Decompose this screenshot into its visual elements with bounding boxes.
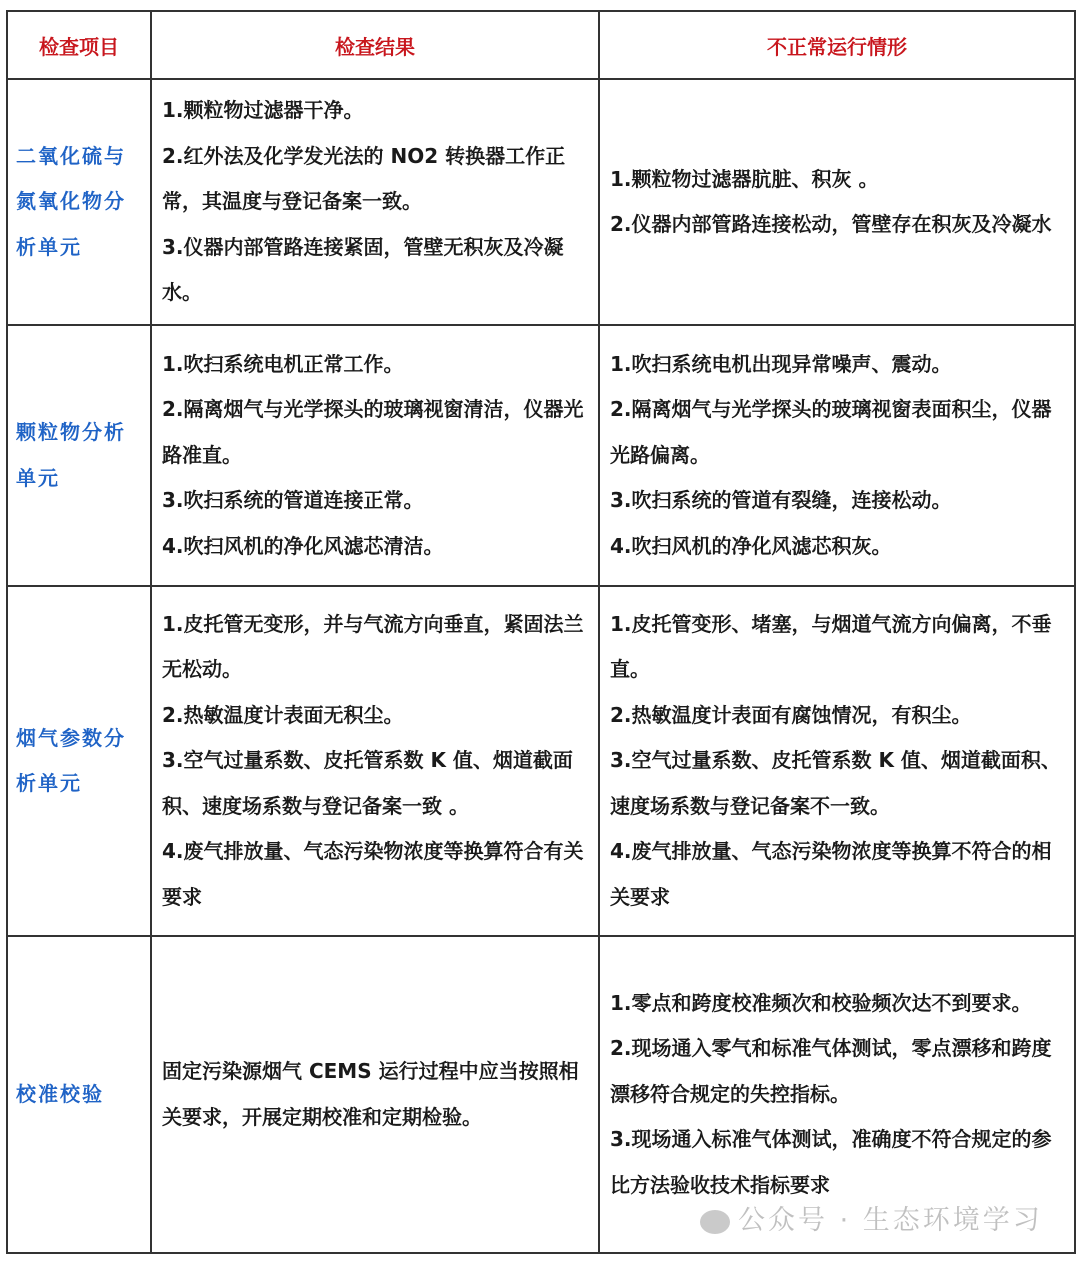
abnormal-line: 1.吹扫系统电机出现异常噪声、震动。 [610, 351, 952, 376]
result-cell [151, 586, 599, 936]
abnormal-line: 4.吹扫风机的净化风滤芯积灰。 [610, 533, 892, 558]
table-row [7, 586, 1075, 936]
result-line: 固定污染源烟气 CEMS 运行过程中应当按照相关要求，开展定期校准和定期检验。 [162, 1059, 579, 1129]
header-result: 检查结果 [151, 11, 599, 79]
result-line: 4.废气排放量、气态污染物浓度等换算符合有关要求 [162, 839, 584, 909]
result-cell [151, 325, 599, 586]
result-line: 3.空气过量系数、皮托管系数 K 值、烟道截面积、速度场系数与登记备案一致 。 [162, 748, 573, 818]
abnormal-line: 2.隔离烟气与光学探头的玻璃视窗表面积尘，仪器光路偏离。 [610, 397, 1052, 467]
header-row [7, 11, 1075, 79]
abnormal-line: 3.现场通入标准气体测试，准确度不符合规定的参比方法验收技术指标要求 [610, 1127, 1052, 1197]
abnormal-line: 1.皮托管变形、堵塞，与烟道气流方向偏离，不垂直。 [610, 611, 1052, 682]
abnormal-line: 4.废气排放量、气态污染物浓度等换算不符合的相关要求 [610, 839, 1052, 909]
result-cell [151, 79, 599, 325]
header-abnormal: 不正常运行情形 [599, 11, 1075, 79]
result-line: 2.隔离烟气与光学探头的玻璃视窗清洁，仪器光路准直。 [162, 397, 584, 467]
result-cell [151, 936, 599, 1253]
watermark-text: 公众号 · 生态环境学习 [738, 1205, 1043, 1236]
inspection-table [6, 10, 1076, 1254]
abnormal-cell [599, 586, 1075, 936]
result-line: 2.红外法及化学发光法的 NO2 转换器工作正常，其温度与登记备案一致。 [162, 143, 566, 214]
result-line: 1.皮托管无变形，并与气流方向垂直，紧固法兰无松动。 [162, 611, 584, 682]
inspection-item: 烟气参数分析单元 [7, 586, 151, 936]
abnormal-line: 2.热敏温度计表面有腐蚀情况，有积尘。 [610, 702, 972, 727]
result-line: 3.吹扫系统的管道连接正常。 [162, 488, 424, 513]
result-line: 2.热敏温度计表面无积尘。 [162, 702, 404, 727]
result-line: 1.颗粒物过滤器干净。 [162, 98, 364, 123]
abnormal-line: 3.吹扫系统的管道有裂缝，连接松动。 [610, 488, 952, 513]
table-row [7, 79, 1075, 325]
abnormal-line: 2.仪器内部管路连接松动，管壁存在积灰及冷凝水 [610, 212, 1052, 236]
inspection-item: 颗粒物分析单元 [7, 325, 151, 586]
table-row [7, 936, 1075, 1253]
abnormal-line: 3.空气过量系数、皮托管系数 K 值、烟道截面积、速度场系数与登记备案不一致。 [610, 748, 1061, 818]
abnormal-cell [599, 936, 1075, 1253]
inspection-item: 校准校验 [7, 936, 151, 1253]
abnormal-line: 1.零点和跨度校准频次和校验频次达不到要求。 [610, 990, 1032, 1015]
abnormal-line: 2.现场通入零气和标准气体测试，零点漂移和跨度漂移符合规定的失控指标。 [610, 1036, 1052, 1106]
result-line: 3.仪器内部管路连接紧固，管壁无积灰及冷凝水。 [162, 234, 564, 305]
result-line: 1.吹扫系统电机正常工作。 [162, 351, 404, 376]
abnormal-cell [599, 79, 1075, 325]
abnormal-line: 1.颗粒物过滤器肮脏、积灰 。 [610, 166, 879, 191]
result-line: 4.吹扫风机的净化风滤芯清洁。 [162, 533, 444, 558]
abnormal-cell [599, 325, 1075, 586]
inspection-item: 二氧化硫与氮氧化物分析单元 [7, 79, 151, 325]
header-item: 检查项目 [7, 11, 151, 79]
table-row [7, 325, 1075, 586]
